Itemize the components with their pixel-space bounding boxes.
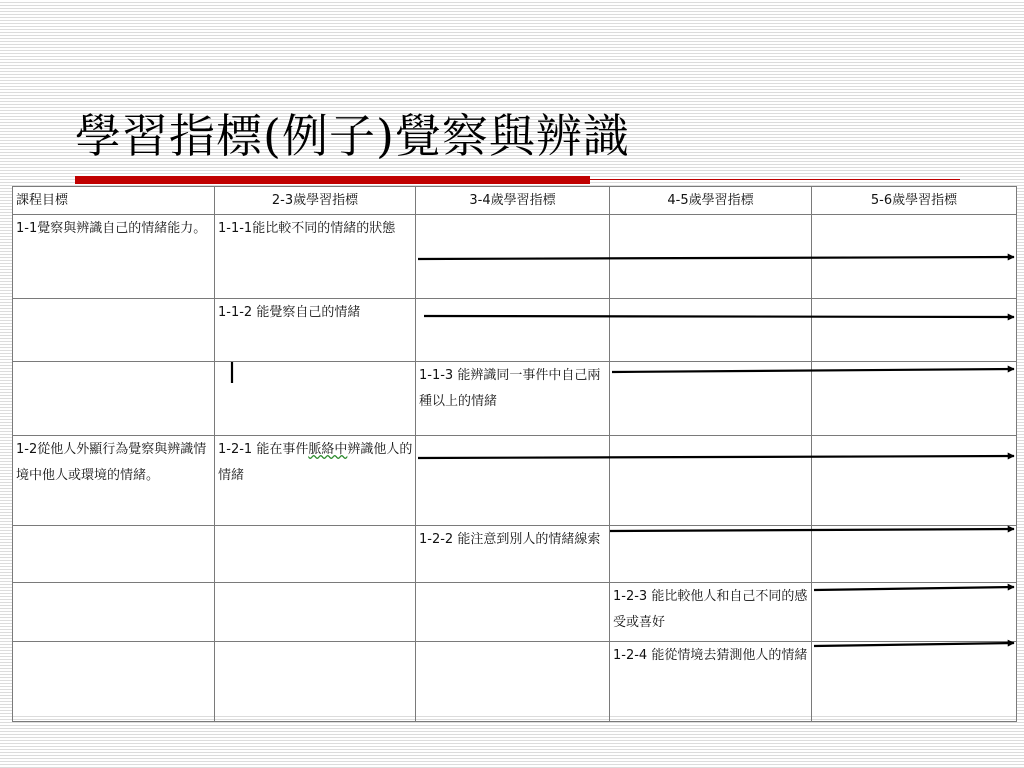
learning-indicator-table-image: [12, 186, 1016, 715]
arrow-right-icon: [418, 257, 1014, 259]
indicator-cell: 1-2-4 能從情境去猜測他人的情緒: [610, 642, 812, 722]
continuation-arrows: [12, 186, 1016, 715]
header-course-goal: 課程目標: [13, 187, 215, 215]
spellcheck-underlined-text: 脈絡中: [308, 442, 348, 457]
indicator-cell: 1-1-2 能覺察自己的情緒: [215, 299, 416, 362]
arrow-right-icon: [418, 456, 1014, 458]
indicator-cell: 1-1-1能比較不同的情緒的狀態: [215, 215, 416, 299]
header-age-2-3: 2-3歲學習指標: [215, 187, 416, 215]
arrow-right-icon: [424, 316, 1014, 317]
title-underline-rule: [590, 179, 960, 180]
course-goal-cell: 1-2從他人外顯行為覺察與辨識情境中他人或環境的情緒。: [13, 436, 215, 526]
arrow-right-icon: [814, 587, 1014, 590]
indicator-text: 辨識他人的情緒: [218, 442, 413, 483]
header-age-5-6: 5-6歲學習指標: [812, 187, 1017, 215]
indicator-cell: 1-2-2 能注意到別人的情緒線索: [416, 526, 610, 583]
indicator-cell: 1-2-3 能比較他人和自己不同的感受或喜好: [610, 583, 812, 642]
arrow-right-icon: [814, 643, 1014, 646]
arrow-right-icon: [612, 369, 1014, 372]
indicator-text: 1-2-1 能在事件: [218, 442, 309, 457]
slide-title: 學習指標(例子)覺察與辨識: [75, 109, 630, 163]
title-underline-bar: [75, 176, 590, 184]
header-age-3-4: 3-4歲學習指標: [416, 187, 610, 215]
arrow-right-icon: [610, 529, 1014, 531]
indicator-cell: 1-1-3 能辨識同一事件中自己兩種以上的情緒: [416, 362, 610, 436]
header-age-4-5: 4-5歲學習指標: [610, 187, 812, 215]
course-goal-cell: 1-1覺察與辨識自己的情緒能力。: [13, 215, 215, 299]
